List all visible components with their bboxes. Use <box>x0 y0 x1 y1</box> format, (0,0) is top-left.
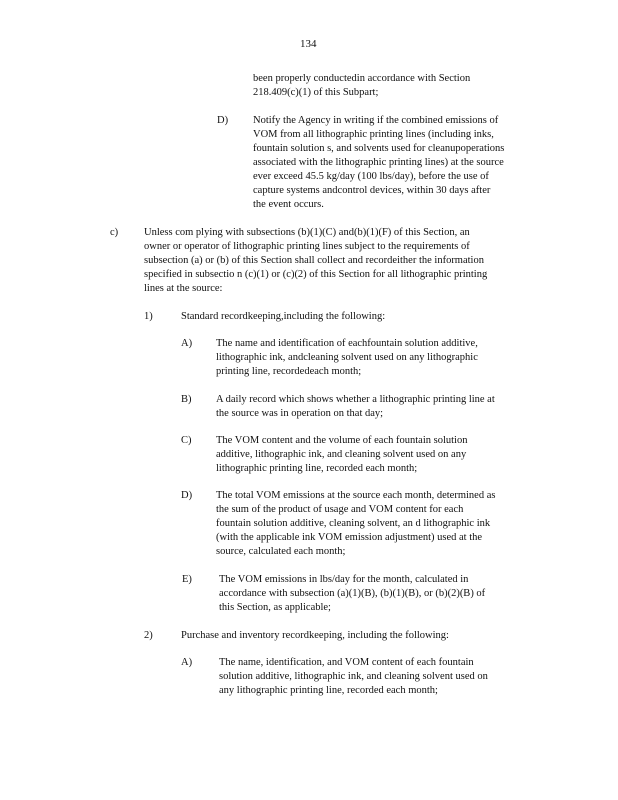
item-1b-paragraph: A daily record which shows whether a lithographic printing line at the source was in operation on that day; <box>216 394 495 419</box>
item-2a-paragraph: The name, identification, and VOM content of each fountain solution additive, lithographic ink, and cleaning solvent used on any lithographic printing line, recorded each month; <box>219 657 488 696</box>
section-c-marker: c) <box>110 227 119 238</box>
item-1-marker: 1) <box>144 311 153 322</box>
section-c-paragraph: Unless com plying with subsections (b)(1)(C) and(b)(1)(F) of this Section, an owner or operator of lithographic printing lines subject to the requirements of subsection (a) or (b) of this Section shall collect and recordeither the information specified in subsectio n (c)(1) or (c)(2) of this Section for all lithographic printing lines at the source: <box>144 227 488 294</box>
item-2a-marker: A) <box>181 657 193 668</box>
item-2-heading: Purchase and inventory recordkeeping, including the following: <box>181 630 449 641</box>
item-1c-marker: C) <box>181 435 192 446</box>
item-1e-paragraph: The VOM emissions in lbs/day for the month, calculated in accordance with subsection (a)(1)(B), (b)(1)(B), or (b)(2)(B) of this Section, as applicable; <box>219 574 486 613</box>
item-1-heading: Standard recordkeeping,including the following: <box>181 311 386 322</box>
item-1a-marker: A) <box>181 338 193 349</box>
item-1e-marker: E) <box>182 574 192 585</box>
page-number: 134 <box>300 38 317 50</box>
item-1a-paragraph: The name and identification of eachfountain solution additive, lithographic ink, andcleaning solvent used on any lithographic printing line, recordedeach month; <box>216 338 478 377</box>
item-d-marker: D) <box>217 115 229 126</box>
item-1b-marker: B) <box>181 394 192 405</box>
continued-paragraph: been properly conductedin accordance with Section 218.409(c)(1) of this Subpart; <box>253 73 471 98</box>
item-d-paragraph: Notify the Agency in writing if the combined emissions of VOM from all lithographic printing lines (including inks, fountain solution s, and solvents used for cleanupoperations associated with the lithographic printing lines) at the source ever exceed 45.5 kg/day (100 lbs/day), before the use of capture systems andcontrol devices, within 30 days after the event occurs. <box>253 115 505 210</box>
item-1d-marker: D) <box>181 490 193 501</box>
item-1c-paragraph: The VOM content and the volume of each fountain solution additive, lithographic ink, and cleaning solvent used on any lithographic printing line, recorded each month; <box>216 435 468 474</box>
item-2-marker: 2) <box>144 630 153 641</box>
item-1d-paragraph: The total VOM emissions at the source each month, determined as the sum of the product of usage and VOM content for each fountain solution additive, cleaning solvent, an d lithographic ink (with the applicable ink VOM emission adjustment) used at the source, calculated each month; <box>216 490 496 557</box>
